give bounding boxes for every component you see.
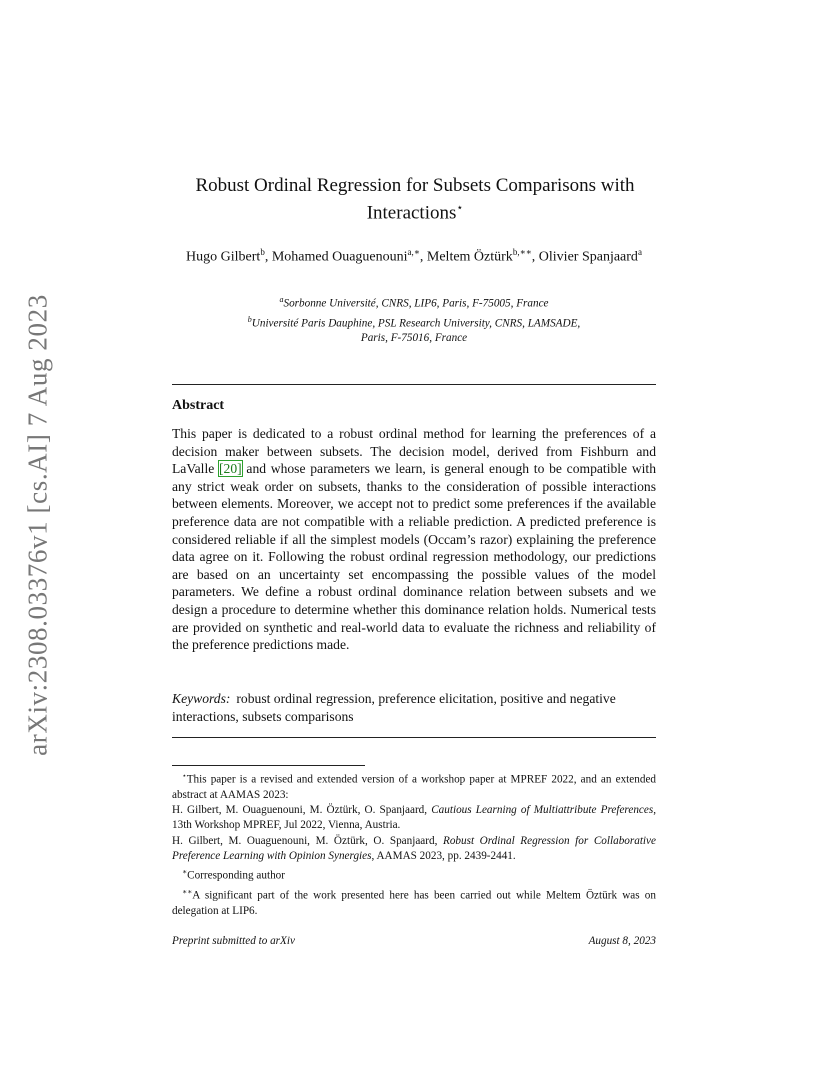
footnote-mark: ⋆	[182, 771, 187, 780]
footer-preprint-note: Preprint submitted to arXiv	[172, 935, 295, 947]
author-affil-mark: a	[637, 247, 642, 257]
arxiv-sidebar	[16, 290, 60, 760]
author-name: Mohamed Ouaguenouni	[271, 249, 408, 265]
author-affil-mark: a,∗	[407, 247, 420, 257]
reference-title: Robust Ordinal Regression for Collaborative Preference Learning with Opinion Synergies	[172, 834, 656, 862]
reference-authors: H. Gilbert, M. Ouaguenouni, M. Öztürk, O. Spanjaard,	[172, 834, 443, 847]
footnote-item	[172, 884, 656, 919]
reference-title: Cautious Learning of Multiattribute Preferences	[431, 804, 654, 817]
keywords-label: Keywords:	[172, 691, 231, 706]
reference-venue: , AAMAS 2023, pp. 2439-2441.	[371, 849, 516, 862]
abstract-top-rule	[172, 384, 656, 385]
footnote-reference	[172, 803, 656, 833]
keywords	[172, 690, 656, 726]
affiliation-item	[172, 292, 656, 312]
affiliation-list	[172, 292, 656, 346]
footer-date: August 8, 2023	[588, 935, 656, 947]
footnote-text: A significant part of the work presented here has been carried out while Meltem Öztürk was on delegation at LIP6.	[172, 889, 656, 917]
abstract-heading: Abstract	[172, 398, 225, 413]
abstract-text: This paper is dedicated to a robust ordinal method for learning the preferences of a decision maker between subsets. The decision model, derived from Fishburn and LaValle	[172, 426, 656, 477]
affiliation-text: Sorbonne Université, CNRS, LIP6, Paris, F-75005, France	[283, 297, 549, 310]
author-name: Olivier Spanjaard	[538, 249, 638, 265]
footnote-mark: ∗	[182, 866, 188, 876]
footnote-mark: ∗∗	[182, 886, 193, 896]
affiliation-text: Université Paris Dauphine, PSL Research University, CNRS, LAMSADE, Paris, F-75016, France	[251, 317, 581, 345]
author-list: Hugo Gilbert$^b$, Mohamed Ouaguenouni$^{a,∗}$, Meltem Öztürk$^{b,∗∗}$, Olivier Spanjaard$^a$	[186, 247, 642, 265]
affiliation-item	[172, 312, 656, 347]
footnote-reference	[172, 834, 656, 864]
affiliation-mark: b	[247, 314, 252, 324]
abstract-bottom-rule	[172, 737, 656, 738]
title-footnote-mark: ⋆	[456, 202, 464, 214]
arxiv-identifier-stamp: arXiv:2308.03376v1 [cs.AI] 7 Aug 2023	[22, 294, 53, 756]
abstract-body	[172, 425, 656, 654]
reference-authors: H. Gilbert, M. Ouaguenouni, M. Öztürk, O. Spanjaard,	[172, 804, 432, 817]
footnote-rule	[172, 765, 365, 766]
affiliation-mark: a	[279, 295, 284, 304]
keywords-text: robust ordinal regression, preference elicitation, positive and negative interactions, subsets comparisons	[172, 691, 616, 724]
title-text: Robust Ordinal Regression for Subsets Comparisons with Interactions	[195, 175, 635, 224]
footnote-text: Corresponding author	[187, 869, 285, 882]
author-affil-mark: b,∗∗	[512, 247, 532, 257]
footnote-item	[172, 864, 656, 884]
author-name: Meltem Öztürk	[426, 249, 513, 265]
author-affil-mark: b	[260, 247, 265, 257]
paper-title	[160, 174, 670, 224]
author-name: Hugo Gilbert	[186, 249, 261, 265]
footnote-text: This paper is a revised and extended version of a workshop paper at MPREF 2022, and an extended abstract at AAMAS 2023:	[172, 773, 656, 801]
reference-venue: , 13th Workshop MPREF, Jul 2022, Vienna, Austria.	[172, 804, 656, 832]
abstract-text: and whose parameters we learn, is general enough to be compatible with any strict weak order on subsets, thanks to the consideration of possible interactions between elements. Moreover, we accept not to predict some preferences if the available preference data are not compatible with a reliable prediction. A predicted preference is considered reliable if all the simplest models (Occam’s razor) explaining the preference data agree on it. Following the robust ordinal regression methodology, our predictions are based on an uncertainty set encompassing the possible values of the model parameters. We define a robust ordinal dominance relation between subsets and we design a procedure to determine whether this dominance relation holds. Numerical tests are provided on synthetic and real-world data to evaluate the richness and reliability of the preference predictions made.	[172, 461, 656, 653]
footnote-item	[172, 768, 656, 803]
citation-link[interactable]: [20]	[219, 461, 242, 477]
footnotes	[172, 768, 656, 919]
